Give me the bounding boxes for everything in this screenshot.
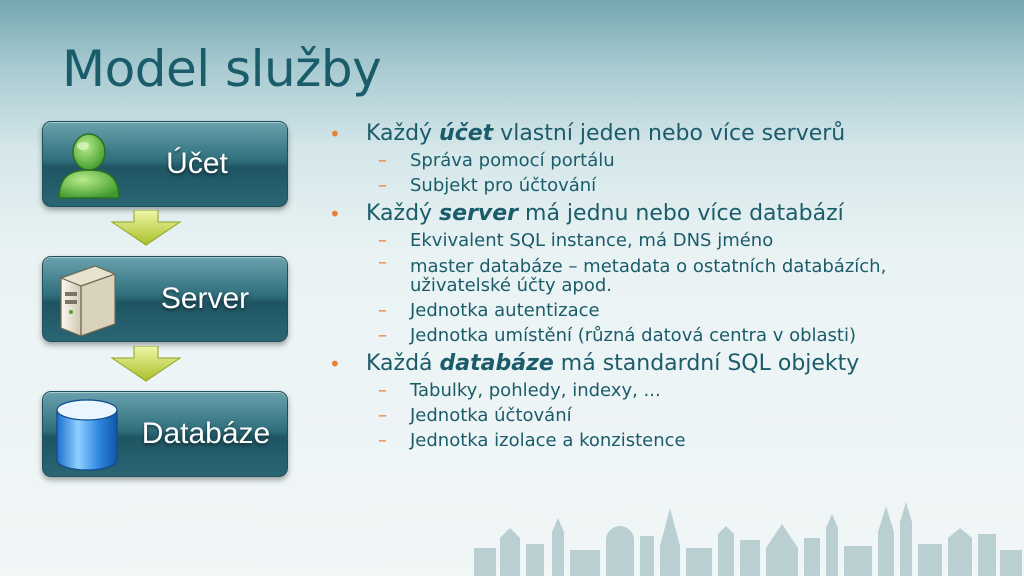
sub-bullet-item: – Ekvivalent SQL instance, má DNS jméno bbox=[378, 230, 774, 251]
city-skyline-decoration bbox=[470, 488, 1024, 576]
database-label: Databáze bbox=[141, 417, 271, 450]
emphasis: server bbox=[439, 201, 519, 226]
bullet-dot: • bbox=[329, 122, 341, 146]
sub-bullet-item: – Subjekt pro účtování bbox=[378, 175, 597, 196]
server-box bbox=[42, 256, 288, 342]
bullet-item: • Každý server má jednu nebo více databází bbox=[329, 201, 844, 226]
bullet-dot: • bbox=[329, 352, 341, 376]
emphasis: databáze bbox=[439, 351, 554, 376]
server-icon bbox=[55, 262, 119, 338]
sub-bullet-item: – Jednotka účtování bbox=[378, 405, 572, 426]
sub-bullet-item: – Jednotka izolace a konzistence bbox=[378, 430, 686, 451]
bullet-list bbox=[326, 118, 1016, 453]
database-icon bbox=[51, 398, 123, 472]
account-label: Účet bbox=[166, 147, 228, 180]
bullet-item: • Každý účet vlastní jeden nebo více serverů bbox=[329, 121, 846, 146]
bullet-dot: • bbox=[329, 202, 341, 226]
arrow-down-icon bbox=[110, 210, 182, 246]
emphasis: účet bbox=[439, 121, 494, 146]
sub-bullet-item: – master databáze – metadata o ostatních databázích, uživatelské účty apod. bbox=[378, 252, 887, 296]
server-label: Server bbox=[160, 282, 250, 315]
sub-bullet-item: – Správa pomocí portálu bbox=[378, 150, 615, 171]
sub-bullet-item: – Jednotka autentizace bbox=[378, 300, 600, 321]
sub-bullet-item: – Jednotka umístění (různá datová centra v oblasti) bbox=[378, 325, 856, 346]
database-box bbox=[42, 391, 288, 477]
arrow-down-icon bbox=[110, 346, 182, 382]
bullet-item: • Každá databáze má standardní SQL objekty bbox=[329, 351, 860, 376]
sub-bullet-item: – Tabulky, pohledy, indexy, ... bbox=[378, 380, 661, 401]
slide-title: Model služby bbox=[62, 40, 382, 98]
account-box bbox=[42, 121, 288, 207]
